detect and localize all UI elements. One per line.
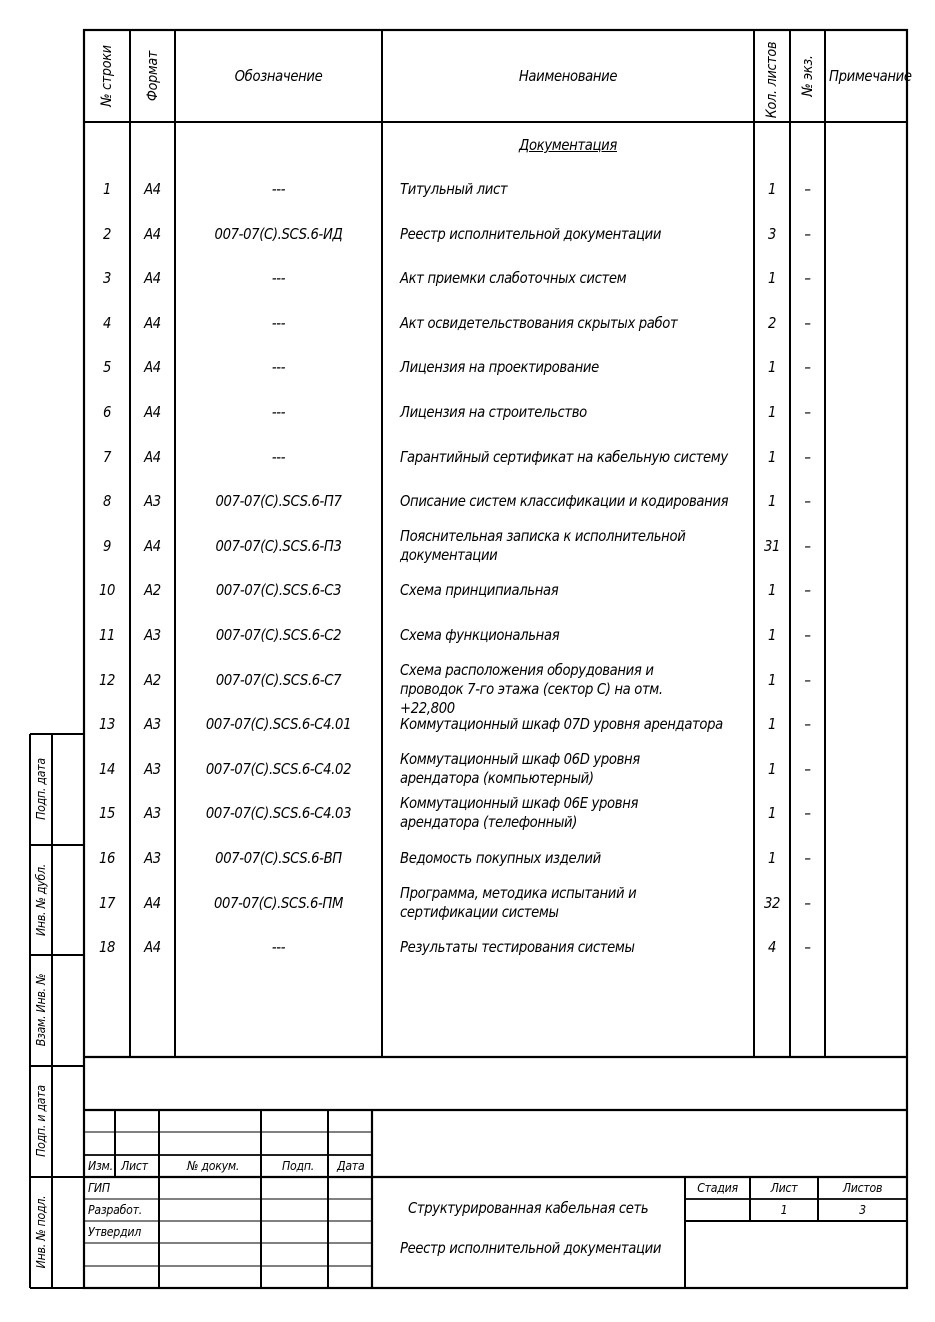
stamp-razrabot: Разработ. [88, 1202, 142, 1217]
row-name: Лицензия на строительство [400, 403, 587, 421]
stamp-list-label: Лист [770, 1180, 798, 1195]
row-number: 9 [102, 536, 112, 555]
row-format: А4 [144, 313, 161, 332]
row-number: 2 [102, 224, 112, 243]
row-format: А2 [144, 581, 161, 600]
side-vzam-inv: Взам. Инв. № [33, 973, 48, 1047]
row-designation: --- [271, 313, 286, 332]
row-copies: – [804, 180, 811, 198]
row-designation: 007-07(С).SCS.6-С4.01 [205, 715, 352, 734]
row-sheets: 1 [767, 180, 777, 198]
row-format: А4 [144, 358, 161, 377]
row-name: Описание систем классификации и кодирования [400, 492, 729, 511]
row-number: 15 [98, 804, 116, 823]
row-designation: --- [271, 269, 286, 288]
side-inv-podl: Инв. № подл. [33, 1195, 48, 1269]
row-name: Схема функциональная [400, 626, 560, 644]
row-name: Программа, методика испытаний и сертификации системы [400, 883, 637, 921]
row-copies: – [804, 313, 811, 332]
row-name: Акт освидетельствования скрытых работ [400, 313, 678, 332]
row-number: 11 [98, 626, 116, 644]
row-sheets: 31 [763, 536, 781, 555]
stamp-podp: Подп. [282, 1158, 314, 1173]
row-copies: – [804, 938, 811, 957]
row-name: Гарантийный сертификат на кабельную систему [400, 447, 728, 466]
row-designation: 007-07(С).SCS.6-П3 [215, 536, 342, 555]
row-designation: --- [271, 938, 286, 957]
row-format: А4 [144, 224, 161, 243]
row-copies: – [804, 670, 811, 689]
row-number: 17 [98, 893, 116, 912]
header-designation: Обозначение [234, 67, 323, 85]
section-title: Документация [519, 136, 617, 154]
stamp-data: Дата [337, 1158, 365, 1173]
header-format: Формат [145, 50, 161, 102]
row-sheets: 3 [767, 224, 777, 243]
row-name: Коммутационный шкаф 06D уровня арендатора (компьютерный) [400, 749, 640, 787]
row-name: Схема принципиальная [400, 581, 559, 600]
row-sheets: 1 [767, 804, 777, 823]
row-sheets: 1 [767, 581, 777, 600]
row-number: 1 [102, 180, 112, 198]
row-format: А3 [144, 849, 161, 867]
row-copies: – [804, 447, 811, 466]
row-designation: 007-07(С).SCS.6-С7 [215, 670, 342, 689]
row-copies: – [804, 715, 811, 734]
header-name: Наименование [518, 67, 618, 85]
row-designation: --- [271, 403, 286, 421]
header-copies: № экз. [800, 55, 816, 97]
row-number: 16 [98, 849, 116, 867]
row-sheets: 2 [767, 313, 777, 332]
row-name: Акт приемки слаботочных систем [400, 269, 627, 288]
row-designation: 007-07(С).SCS.6-ВП [215, 849, 342, 867]
row-designation: 007-07(С).SCS.6-С2 [215, 626, 342, 644]
row-copies: – [804, 492, 811, 511]
row-name: Ведомость покупных изделий [400, 849, 601, 867]
row-designation: 007-07(С).SCS.6-ИД [214, 224, 343, 243]
row-copies: – [804, 224, 811, 243]
row-format: А4 [144, 180, 161, 198]
row-number: 3 [102, 269, 112, 288]
row-sheets: 1 [767, 670, 777, 689]
row-format: А3 [144, 759, 161, 778]
row-copies: – [804, 358, 811, 377]
row-format: А4 [144, 403, 161, 421]
row-format: А3 [144, 492, 161, 511]
row-number: 7 [102, 447, 112, 466]
side-podp-data: Подп. дата [33, 758, 48, 820]
row-copies: – [804, 403, 811, 421]
row-format: А3 [144, 804, 161, 823]
row-designation: 007-07(С).SCS.6-С4.02 [205, 759, 352, 778]
side-inv-dubl: Инв. № дубл. [33, 863, 48, 937]
row-designation: 007-07(С).SCS.6-С4.03 [205, 804, 352, 823]
row-name: Реестр исполнительной документации [400, 224, 662, 243]
row-number: 12 [98, 670, 116, 689]
stamp-title-2: Реестр исполнительной документации [400, 1239, 662, 1257]
row-copies: – [804, 893, 811, 912]
stamp-listov-value: 3 [859, 1202, 866, 1217]
row-sheets: 1 [767, 269, 777, 288]
row-sheets: 1 [767, 715, 777, 734]
row-name: Пояснительная записка к исполнительной документации [400, 526, 686, 564]
row-format: А2 [144, 670, 161, 689]
row-format: А3 [144, 715, 161, 734]
row-name: Коммутационный шкаф 07D уровня арендатора [400, 715, 723, 734]
row-sheets: 1 [767, 759, 777, 778]
row-format: А3 [144, 626, 161, 644]
side-podp-i-data: Подп. и дата [33, 1085, 48, 1157]
row-sheets: 1 [767, 492, 777, 511]
row-sheets: 1 [767, 403, 777, 421]
stamp-stadia-label: Стадия [697, 1180, 738, 1195]
row-designation: --- [271, 180, 286, 198]
row-copies: – [804, 581, 811, 600]
row-format: А4 [144, 269, 161, 288]
row-format: А4 [144, 893, 161, 912]
stamp-title-1: Структурированная кабельная сеть [408, 1199, 649, 1217]
row-designation: 007-07(С).SCS.6-С3 [215, 581, 342, 600]
row-sheets: 1 [767, 626, 777, 644]
row-name: Титульный лист [400, 180, 508, 198]
stamp-listov-label: Листов [842, 1180, 883, 1195]
row-number: 13 [98, 715, 116, 734]
row-name: Результаты тестирования системы [400, 938, 635, 957]
row-copies: – [804, 626, 811, 644]
row-number: 10 [98, 581, 116, 600]
row-number: 14 [98, 759, 116, 778]
stamp-izm: Изм. [88, 1158, 113, 1173]
row-sheets: 4 [767, 938, 777, 957]
row-name: Лицензия на проектирование [400, 358, 599, 377]
row-name: Схема расположения оборудования и проводок 7-го этажа (сектор С) на отм. +22,800 [400, 660, 663, 717]
row-number: 5 [102, 358, 112, 377]
stamp-list: Лист [121, 1158, 148, 1173]
row-format: А4 [144, 938, 161, 957]
row-sheets: 1 [767, 849, 777, 867]
stamp-list-value: 1 [780, 1202, 788, 1217]
row-number: 6 [102, 403, 112, 421]
row-number: 8 [102, 492, 112, 511]
header-line-no: № строки [99, 45, 115, 107]
stamp-utverdil: Утвердил [88, 1224, 142, 1239]
row-number: 4 [102, 313, 112, 332]
header-note: Примечание [829, 67, 912, 85]
header-sheets: Кол. листов [764, 41, 780, 119]
row-number: 18 [98, 938, 116, 957]
row-name: Коммутационный шкаф 06Е уровня арендатора (телефонный) [400, 794, 639, 832]
row-designation: --- [271, 358, 286, 377]
row-copies: – [804, 804, 811, 823]
row-sheets: 1 [767, 447, 777, 466]
row-sheets: 32 [763, 893, 781, 912]
row-copies: – [804, 759, 811, 778]
row-copies: – [804, 849, 811, 867]
stamp-gip: ГИП [88, 1180, 110, 1195]
row-designation: 007-07(С).SCS.6-ПМ [213, 893, 344, 912]
row-designation: --- [271, 447, 286, 466]
row-sheets: 1 [767, 358, 777, 377]
row-designation: 007-07(С).SCS.6-П7 [215, 492, 342, 511]
stamp-n-dokum: № докум. [187, 1158, 240, 1173]
row-copies: – [804, 536, 811, 555]
row-format: А4 [144, 447, 161, 466]
row-format: А4 [144, 536, 161, 555]
row-copies: – [804, 269, 811, 288]
